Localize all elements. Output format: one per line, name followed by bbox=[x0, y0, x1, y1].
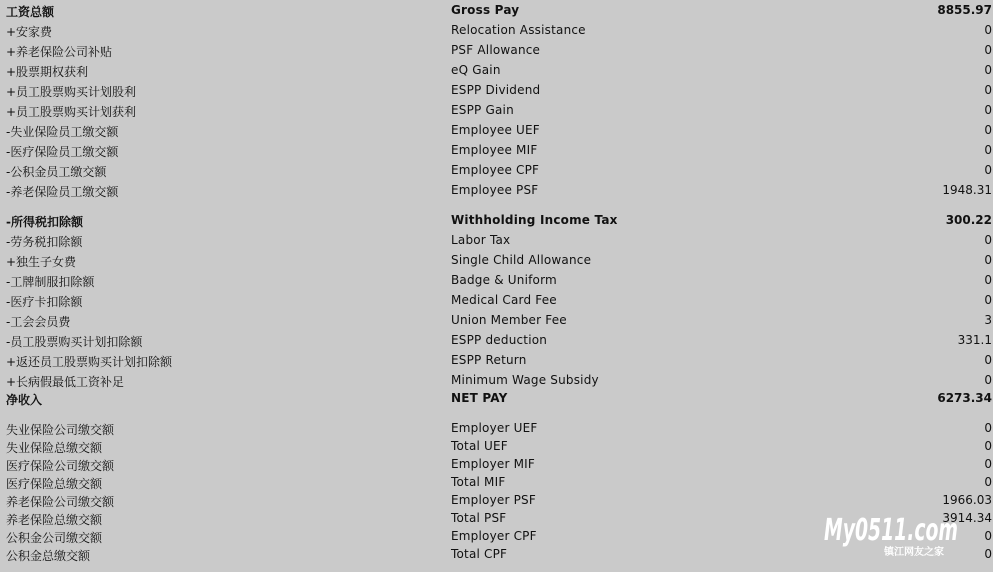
pay-item-row bbox=[0, 330, 993, 350]
pay-item-row bbox=[0, 160, 993, 180]
amount-value: 8855.97 bbox=[937, 3, 992, 17]
english-label: ESPP Dividend bbox=[451, 83, 541, 97]
pay-item-row bbox=[0, 80, 993, 100]
amount-value: 0 bbox=[984, 439, 992, 453]
pay-item-row bbox=[0, 20, 993, 40]
chinese-label: -所得税扣除额 bbox=[6, 215, 83, 229]
english-label: Employer MIF bbox=[451, 457, 535, 471]
total-row bbox=[0, 0, 993, 20]
english-label: Employee MIF bbox=[451, 143, 538, 157]
chinese-label: 净收入 bbox=[6, 393, 43, 407]
english-label: eQ Gain bbox=[451, 63, 501, 77]
english-label: Employee PSF bbox=[451, 183, 539, 197]
english-label: Total CPF bbox=[451, 547, 508, 561]
amount-value: 0 bbox=[984, 529, 992, 543]
amount-value: 0 bbox=[984, 103, 992, 117]
chinese-label: -医疗卡扣除额 bbox=[6, 295, 83, 309]
chinese-label: -公积金员工缴交额 bbox=[6, 165, 107, 179]
pay-item-row bbox=[0, 350, 993, 370]
chinese-label: -医疗保险员工缴交额 bbox=[6, 145, 119, 159]
pay-item-row bbox=[0, 456, 993, 474]
pay-item-row bbox=[0, 250, 993, 270]
chinese-label: 失业保险公司缴交额 bbox=[6, 423, 115, 437]
pay-item-row bbox=[0, 230, 993, 250]
amount-value: 0 bbox=[984, 293, 992, 307]
total-row bbox=[0, 390, 993, 408]
pay-item-row bbox=[0, 120, 993, 140]
amount-value: 1966.03 bbox=[942, 493, 992, 507]
amount-value: 0 bbox=[984, 143, 992, 157]
section-spacer bbox=[0, 200, 993, 210]
english-label: Employer PSF bbox=[451, 493, 536, 507]
amount-value: 3914.34 bbox=[942, 511, 992, 525]
amount-value: 0 bbox=[984, 163, 992, 177]
chinese-label: +返还员工股票购买计划扣除额 bbox=[6, 355, 173, 369]
english-label: Gross Pay bbox=[451, 3, 520, 17]
amount-value: 0 bbox=[984, 353, 992, 367]
chinese-label: 医疗保险公司缴交额 bbox=[6, 459, 115, 473]
english-label: ESPP deduction bbox=[451, 333, 548, 347]
english-label: Union Member Fee bbox=[451, 313, 567, 327]
pay-item-row bbox=[0, 438, 993, 456]
english-label: Employee UEF bbox=[451, 123, 540, 137]
english-label: Badge & Uniform bbox=[451, 273, 557, 287]
site-watermark-logo bbox=[822, 508, 962, 558]
english-label: Total MIF bbox=[451, 475, 506, 489]
amount-value: 0 bbox=[984, 373, 992, 387]
amount-value: 0 bbox=[984, 253, 992, 267]
amount-value: 300.22 bbox=[945, 213, 992, 227]
english-label: ESPP Return bbox=[451, 353, 527, 367]
pay-item-row bbox=[0, 270, 993, 290]
chinese-label: +员工股票购买计划股利 bbox=[6, 85, 137, 99]
chinese-label: 养老保险公司缴交额 bbox=[6, 495, 115, 509]
chinese-label: -失业保险员工缴交额 bbox=[6, 125, 119, 139]
pay-item-row bbox=[0, 60, 993, 80]
pay-item-row bbox=[0, 474, 993, 492]
chinese-label: +养老保险公司补贴 bbox=[6, 45, 113, 59]
english-label: Total UEF bbox=[451, 439, 508, 453]
amount-value: 0 bbox=[984, 63, 992, 77]
english-label: Single Child Allowance bbox=[451, 253, 592, 267]
pay-item-row bbox=[0, 310, 993, 330]
english-label: Employer CPF bbox=[451, 529, 537, 543]
amount-value: 1948.31 bbox=[942, 183, 992, 197]
english-label: Labor Tax bbox=[451, 233, 511, 247]
amount-value: 0 bbox=[984, 83, 992, 97]
english-label: Employer UEF bbox=[451, 421, 538, 435]
chinese-label: -养老保险员工缴交额 bbox=[6, 185, 119, 199]
chinese-label: +独生子女费 bbox=[6, 255, 77, 269]
english-label: Employee CPF bbox=[451, 163, 540, 177]
amount-value: 331.1 bbox=[957, 333, 992, 347]
english-label: PSF Allowance bbox=[451, 43, 541, 57]
pay-item-row bbox=[0, 140, 993, 160]
english-label: ESPP Gain bbox=[451, 103, 514, 117]
chinese-label: +股票期权获利 bbox=[6, 65, 89, 79]
chinese-label: 医疗保险总缴交额 bbox=[6, 477, 103, 491]
chinese-label: -工会会员费 bbox=[6, 315, 71, 329]
pay-item-row bbox=[0, 40, 993, 60]
pay-item-row bbox=[0, 370, 993, 390]
chinese-label: -员工股票购买计划扣除额 bbox=[6, 335, 143, 349]
watermark-sub-text: 镇江网友之家 bbox=[884, 547, 944, 558]
english-label: NET PAY bbox=[451, 391, 508, 405]
chinese-label: +安家费 bbox=[6, 25, 53, 39]
amount-value: 0 bbox=[984, 123, 992, 137]
pay-item-row bbox=[0, 180, 993, 200]
amount-value: 0 bbox=[984, 273, 992, 287]
english-label: Minimum Wage Subsidy bbox=[451, 373, 599, 387]
amount-value: 0 bbox=[984, 457, 992, 471]
amount-value: 0 bbox=[984, 43, 992, 57]
chinese-label: 工资总额 bbox=[6, 5, 55, 19]
chinese-label: 养老保险总缴交额 bbox=[6, 513, 103, 527]
pay-item-row bbox=[0, 420, 993, 438]
amount-value: 0 bbox=[984, 421, 992, 435]
english-label: Withholding Income Tax bbox=[451, 213, 618, 227]
chinese-label: -劳务税扣除额 bbox=[6, 235, 83, 249]
amount-value: 0 bbox=[984, 23, 992, 37]
total-row bbox=[0, 210, 993, 230]
english-label: Relocation Assistance bbox=[451, 23, 586, 37]
chinese-label: +员工股票购买计划获利 bbox=[6, 105, 137, 119]
english-label: Medical Card Fee bbox=[451, 293, 557, 307]
section-spacer bbox=[0, 408, 993, 420]
amount-value: 6273.34 bbox=[937, 391, 992, 405]
pay-item-row bbox=[0, 100, 993, 120]
chinese-label: -工牌制服扣除额 bbox=[6, 275, 95, 289]
amount-value: 0 bbox=[984, 233, 992, 247]
pay-item-row bbox=[0, 290, 993, 310]
chinese-label: 公积金公司缴交额 bbox=[6, 531, 103, 545]
amount-value: 0 bbox=[984, 475, 992, 489]
amount-value: 3 bbox=[984, 313, 992, 327]
watermark-main-text: My0511.com bbox=[824, 513, 958, 548]
chinese-label: +长病假最低工资补足 bbox=[6, 375, 125, 389]
chinese-label: 公积金总缴交额 bbox=[6, 549, 91, 563]
english-label: Total PSF bbox=[451, 511, 507, 525]
chinese-label: 失业保险总缴交额 bbox=[6, 441, 103, 455]
amount-value: 0 bbox=[984, 547, 992, 561]
